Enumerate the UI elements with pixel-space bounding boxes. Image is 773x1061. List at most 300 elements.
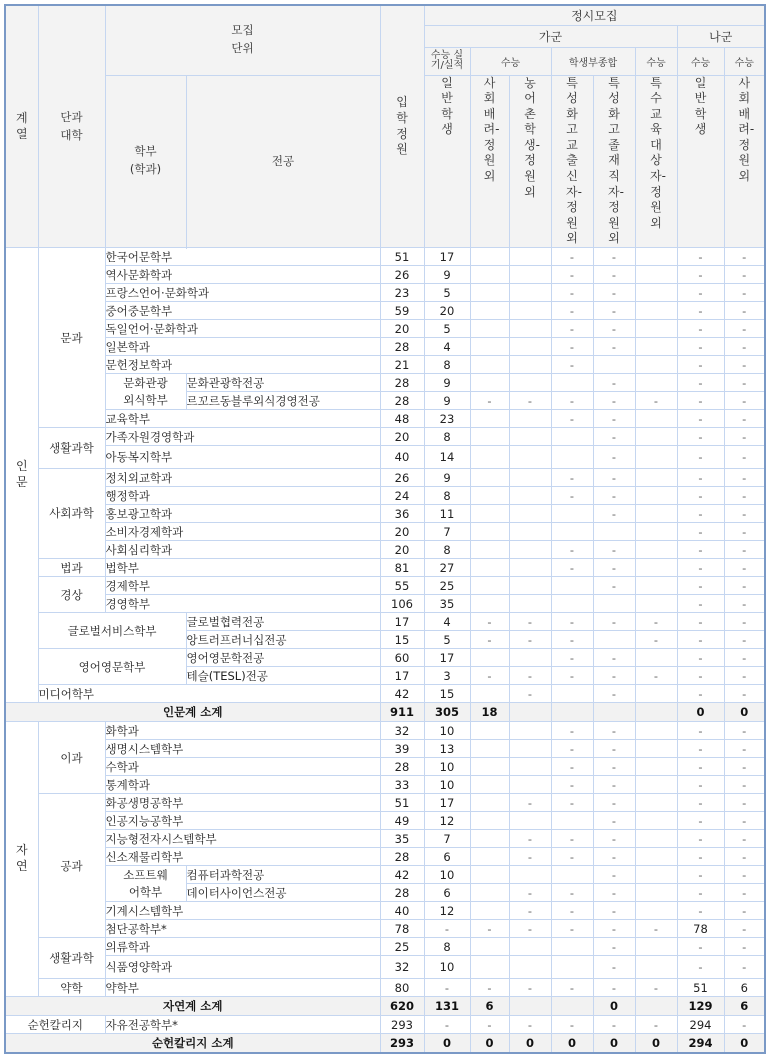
quota-cell: - [724, 740, 765, 758]
table-row [5, 830, 765, 848]
unit-name: 화학과 [105, 722, 380, 740]
quota-value: 39 [380, 740, 424, 758]
quota-cell [470, 740, 509, 758]
quota-cell [509, 320, 551, 338]
quota-value: 60 [380, 649, 424, 667]
quota-cell [470, 938, 509, 956]
quota-cell: - [724, 469, 765, 487]
quota-cell: - [677, 613, 724, 631]
quota-cell: - [593, 428, 635, 446]
quota-cell: - [635, 392, 677, 410]
quota-cell: - [724, 523, 765, 541]
unit-name: 아동복지학부 [105, 446, 380, 469]
quota-cell: 0 [551, 1034, 593, 1054]
quota-cell [470, 884, 509, 902]
unit-name: 경영학부 [105, 595, 380, 613]
quota-cell: 6 [724, 979, 765, 997]
quota-cell [470, 902, 509, 920]
quota-cell: - [551, 559, 593, 577]
quota-cell: - [635, 920, 677, 938]
quota-cell [551, 812, 593, 830]
quota-cell [635, 559, 677, 577]
quota-value: 51 [380, 248, 424, 266]
quota-value: 28 [380, 848, 424, 866]
quota-cell: - [509, 979, 551, 997]
quota-cell [509, 559, 551, 577]
quota-cell: 12 [424, 812, 470, 830]
quota-value: 40 [380, 446, 424, 469]
header-quota: 입학정원 [380, 5, 424, 248]
quota-cell: - [677, 559, 724, 577]
unit-name: 지능형전자시스템학부 [105, 830, 380, 848]
quota-cell: - [677, 338, 724, 356]
quota-cell: 17 [424, 248, 470, 266]
table-row [5, 866, 765, 884]
quota-cell: 17 [424, 649, 470, 667]
quota-value: 78 [380, 920, 424, 938]
quota-cell: - [593, 410, 635, 428]
header-ga-group: 가군 [424, 25, 677, 47]
quota-cell: - [677, 523, 724, 541]
quota-cell: - [724, 541, 765, 559]
quota-cell: 9 [424, 392, 470, 410]
quota-value: 20 [380, 541, 424, 559]
quota-value: 20 [380, 523, 424, 541]
hakbu-global [38, 613, 186, 649]
quota-cell: - [677, 577, 724, 595]
unit-name: 기계시스템학부 [105, 902, 380, 920]
quota-cell: 17 [424, 794, 470, 812]
quota-cell [509, 428, 551, 446]
quota-cell: 25 [424, 577, 470, 595]
quota-cell [635, 938, 677, 956]
quota-cell [635, 740, 677, 758]
college-sunheon-label: 순헌칼리지 [27, 1017, 84, 1032]
quota-cell: - [724, 505, 765, 523]
quota-cell: - [677, 776, 724, 794]
quota-cell: - [593, 505, 635, 523]
quota-cell: 0 [470, 1034, 509, 1054]
quota-cell [470, 469, 509, 487]
quota-cell: 0 [677, 703, 724, 722]
quota-cell [635, 469, 677, 487]
quota-value: 28 [380, 758, 424, 776]
quota-value: 48 [380, 410, 424, 428]
quota-cell: - [724, 487, 765, 505]
quota-cell: 6 [470, 997, 509, 1016]
quota-cell: - [724, 320, 765, 338]
quota-cell [635, 997, 677, 1016]
quota-cell: - [551, 1016, 593, 1034]
quota-cell [509, 284, 551, 302]
header-col-special-grad: 특성화고교출신자-정원외 [551, 75, 593, 248]
quota-cell: - [677, 284, 724, 302]
quota-cell: 0 [593, 1034, 635, 1054]
quota-cell [635, 302, 677, 320]
quota-cell: - [424, 920, 470, 938]
quota-cell [509, 302, 551, 320]
quota-cell: 20 [424, 302, 470, 320]
quota-cell [593, 356, 635, 374]
quota-cell [635, 523, 677, 541]
quota-cell: 18 [470, 703, 509, 722]
table-row [5, 302, 765, 320]
unit-name: 소비자경제학과 [105, 523, 380, 541]
quota-cell: - [677, 866, 724, 884]
quota-cell: 294 [677, 1034, 724, 1054]
quota-value: 293 [380, 1016, 424, 1034]
quota-cell: 10 [424, 866, 470, 884]
quota-cell [635, 284, 677, 302]
quota-value: 49 [380, 812, 424, 830]
quota-cell: - [593, 649, 635, 667]
unit-name: 의류학과 [105, 938, 380, 956]
unit-name: 사회심리학과 [105, 541, 380, 559]
quota-cell [470, 722, 509, 740]
quota-cell: - [593, 446, 635, 469]
quota-cell: - [724, 559, 765, 577]
quota-cell [635, 577, 677, 595]
quota-cell: - [593, 577, 635, 595]
quota-cell: - [724, 428, 765, 446]
quota-cell [470, 956, 509, 979]
quota-cell: - [724, 884, 765, 902]
hakbu-culture-tour-label: 문화관광외식학부 [123, 375, 168, 407]
quota-cell [635, 722, 677, 740]
college-igwa [38, 722, 105, 794]
unit-name: 데이터사이언스전공 [186, 884, 380, 902]
quota-cell: - [424, 1016, 470, 1034]
unit-name: 일본학과 [105, 338, 380, 356]
quota-cell: 10 [424, 722, 470, 740]
table-row [5, 613, 765, 631]
quota-cell: 0 [724, 703, 765, 722]
quota-cell: - [551, 667, 593, 685]
quota-cell: - [677, 667, 724, 685]
quota-cell: 4 [424, 613, 470, 631]
college-saenghwal [38, 428, 105, 469]
unit-name: 법학부 [105, 559, 380, 577]
group-inmun-label: 인문 [15, 459, 28, 490]
quota-cell: - [677, 248, 724, 266]
quota-cell [470, 374, 509, 392]
quota-cell: 294 [677, 1016, 724, 1034]
quota-cell: - [551, 410, 593, 428]
quota-cell [470, 338, 509, 356]
quota-cell: - [509, 794, 551, 812]
quota-cell: - [593, 613, 635, 631]
quota-cell: 27 [424, 559, 470, 577]
quota-cell [509, 541, 551, 559]
table-row [5, 487, 765, 505]
quota-cell: - [593, 722, 635, 740]
quota-cell [635, 685, 677, 703]
unit-name: 화공생명공학부 [105, 794, 380, 812]
header-col-general-na: 일반학생 [677, 75, 724, 248]
quota-cell: - [551, 758, 593, 776]
quota-cell: 8 [424, 487, 470, 505]
quota-value: 20 [380, 428, 424, 446]
quota-cell [551, 956, 593, 979]
table-row [5, 428, 765, 446]
table-row [5, 469, 765, 487]
quota-cell [470, 541, 509, 559]
college-yakhak-label: 약학 [60, 980, 83, 995]
header-type-suneung: 수능 [470, 47, 551, 75]
quota-cell [470, 812, 509, 830]
quota-cell: - [551, 740, 593, 758]
unit-name: 한국어문학부 [105, 248, 380, 266]
quota-value: 36 [380, 505, 424, 523]
quota-cell [509, 740, 551, 758]
quota-cell: - [593, 884, 635, 902]
college-mungwa-label: 문과 [60, 330, 83, 345]
quota-cell: - [724, 577, 765, 595]
quota-cell [470, 428, 509, 446]
college-sahoe [38, 469, 105, 559]
quota-cell: - [593, 866, 635, 884]
quota-cell: - [677, 302, 724, 320]
quota-cell: - [509, 667, 551, 685]
quota-cell: - [593, 248, 635, 266]
quota-cell: 6 [424, 848, 470, 866]
quota-value: 911 [380, 703, 424, 722]
quota-cell [551, 685, 593, 703]
quota-cell [509, 248, 551, 266]
quota-value: 17 [380, 667, 424, 685]
quota-cell [509, 649, 551, 667]
quota-cell: 0 [424, 1034, 470, 1054]
quota-cell: 6 [724, 997, 765, 1016]
unit-name: 첨단공학부* [105, 920, 380, 938]
quota-cell: - [724, 613, 765, 631]
unit-name: 경제학부 [105, 577, 380, 595]
quota-cell: 9 [424, 266, 470, 284]
quota-value: 59 [380, 302, 424, 320]
table-row [5, 374, 765, 392]
quota-cell: - [551, 794, 593, 812]
quota-cell: - [551, 487, 593, 505]
subtotal-label: 인문계 소계 [5, 703, 380, 722]
quota-cell [509, 997, 551, 1016]
quota-cell [509, 487, 551, 505]
quota-cell: - [677, 595, 724, 613]
quota-cell: - [724, 776, 765, 794]
college-saenghwal-2-label: 생활과학 [49, 950, 94, 965]
quota-cell: - [724, 302, 765, 320]
quota-cell [551, 374, 593, 392]
quota-cell: - [677, 956, 724, 979]
quota-cell [509, 374, 551, 392]
quota-cell: - [593, 374, 635, 392]
quota-cell: 15 [424, 685, 470, 703]
quota-cell [635, 956, 677, 979]
quota-cell: - [593, 938, 635, 956]
header-college: 단과대학 [38, 5, 105, 248]
quota-value: 20 [380, 320, 424, 338]
quota-cell: - [593, 266, 635, 284]
unit-name: 독일언어·문화학과 [105, 320, 380, 338]
header-type-suneung-na-2: 수능 [724, 47, 765, 75]
quota-value: 293 [380, 1034, 424, 1054]
quota-cell: - [677, 320, 724, 338]
quota-cell: - [677, 374, 724, 392]
quota-cell: - [509, 685, 551, 703]
quota-cell: 131 [424, 997, 470, 1016]
table-row [5, 740, 765, 758]
college-gyeongsang [38, 577, 105, 613]
quota-cell: - [677, 722, 724, 740]
table-row [5, 776, 765, 794]
header-type-suneung-na: 수능 [677, 47, 724, 75]
quota-cell [509, 722, 551, 740]
quota-cell: - [470, 392, 509, 410]
quota-value: 81 [380, 559, 424, 577]
quota-cell [509, 469, 551, 487]
quota-value: 35 [380, 830, 424, 848]
quota-cell [551, 938, 593, 956]
college-sahoe-label: 사회과학 [49, 506, 94, 521]
quota-cell: - [593, 902, 635, 920]
subtotal-row [5, 1034, 765, 1054]
quota-cell [551, 577, 593, 595]
quota-cell: - [724, 938, 765, 956]
quota-cell: - [677, 541, 724, 559]
quota-cell [635, 505, 677, 523]
unit-name: 글로벌협력전공 [186, 613, 380, 631]
header-unit: 모집단위 [105, 5, 380, 75]
quota-cell [635, 884, 677, 902]
quota-cell: - [551, 920, 593, 938]
quota-cell: - [724, 848, 765, 866]
quota-cell: - [470, 631, 509, 649]
header-major: 전공 [186, 75, 380, 248]
quota-cell: - [551, 302, 593, 320]
group-inmun [5, 248, 38, 703]
header-col-social-na: 사회배려-정원외 [724, 75, 765, 248]
unit-name: 약학부 [105, 979, 380, 997]
header-col-social: 사회배려-정원외 [470, 75, 509, 248]
quota-cell: - [509, 830, 551, 848]
quota-cell [551, 505, 593, 523]
subtotal-row [5, 997, 765, 1016]
quota-cell: - [509, 902, 551, 920]
quota-cell: - [551, 776, 593, 794]
unit-name: 프랑스언어·문화학과 [105, 284, 380, 302]
quota-cell: 0 [724, 1034, 765, 1054]
subtotal-label: 순헌칼리지 소계 [5, 1034, 380, 1054]
quota-cell: - [470, 1016, 509, 1034]
hakbu-culture-tour [105, 374, 186, 410]
table-row [5, 541, 765, 559]
quota-cell [551, 703, 593, 722]
table-row [5, 320, 765, 338]
quota-cell: 10 [424, 956, 470, 979]
unit-name: 자유전공학부* [105, 1016, 380, 1034]
quota-cell: - [593, 740, 635, 758]
quota-cell [470, 794, 509, 812]
quota-cell [593, 523, 635, 541]
quota-value: 32 [380, 722, 424, 740]
quota-cell: - [593, 848, 635, 866]
quota-cell: - [593, 758, 635, 776]
quota-cell: - [424, 979, 470, 997]
table-row [5, 722, 765, 740]
quota-cell: - [724, 667, 765, 685]
quota-cell [470, 266, 509, 284]
quota-cell: - [551, 356, 593, 374]
quota-cell: - [677, 812, 724, 830]
quota-cell [551, 866, 593, 884]
quota-cell [470, 320, 509, 338]
quota-cell [509, 577, 551, 595]
table-row [5, 559, 765, 577]
quota-cell: - [724, 410, 765, 428]
subtotal-label: 자연계 소계 [5, 997, 380, 1016]
quota-cell [551, 997, 593, 1016]
quota-cell: - [593, 812, 635, 830]
quota-cell: - [593, 685, 635, 703]
quota-cell: - [677, 685, 724, 703]
quota-cell: - [724, 956, 765, 979]
unit-name: 홍보광고학과 [105, 505, 380, 523]
quota-cell: - [593, 1016, 635, 1034]
quota-cell: - [677, 794, 724, 812]
quota-cell: - [677, 631, 724, 649]
quota-cell: 7 [424, 830, 470, 848]
unit-name: 앙트러프러너십전공 [186, 631, 380, 649]
quota-cell [635, 266, 677, 284]
group-jayeon [5, 722, 38, 997]
quota-value: 42 [380, 866, 424, 884]
quota-cell [635, 541, 677, 559]
quota-cell [470, 649, 509, 667]
quota-cell: - [593, 920, 635, 938]
table-row [5, 338, 765, 356]
quota-cell: 8 [424, 356, 470, 374]
college-gyeongsang-label: 경상 [60, 587, 83, 602]
header-type-silgi: 수능 실기/실적 [424, 47, 470, 75]
quota-cell: - [593, 830, 635, 848]
quota-value: 40 [380, 902, 424, 920]
quota-cell: - [470, 979, 509, 997]
quota-cell [635, 356, 677, 374]
quota-cell: - [593, 469, 635, 487]
quota-cell: - [724, 685, 765, 703]
quota-value: 51 [380, 794, 424, 812]
quota-cell: - [551, 649, 593, 667]
table-row [5, 794, 765, 812]
quota-cell: - [635, 613, 677, 631]
quota-cell: - [509, 884, 551, 902]
quota-cell: - [551, 830, 593, 848]
quota-cell [509, 866, 551, 884]
quota-cell: - [593, 541, 635, 559]
quota-cell [635, 446, 677, 469]
hakbu-software [105, 866, 186, 902]
quota-cell: 78 [677, 920, 724, 938]
quota-value: 28 [380, 884, 424, 902]
header-hakbu: 학부(학과) [105, 75, 186, 248]
quota-value: 55 [380, 577, 424, 595]
quota-cell [470, 248, 509, 266]
quota-cell [635, 902, 677, 920]
quota-cell: 35 [424, 595, 470, 613]
table-row [5, 902, 765, 920]
table-row [5, 848, 765, 866]
quota-cell [470, 446, 509, 469]
quota-cell: 9 [424, 374, 470, 392]
